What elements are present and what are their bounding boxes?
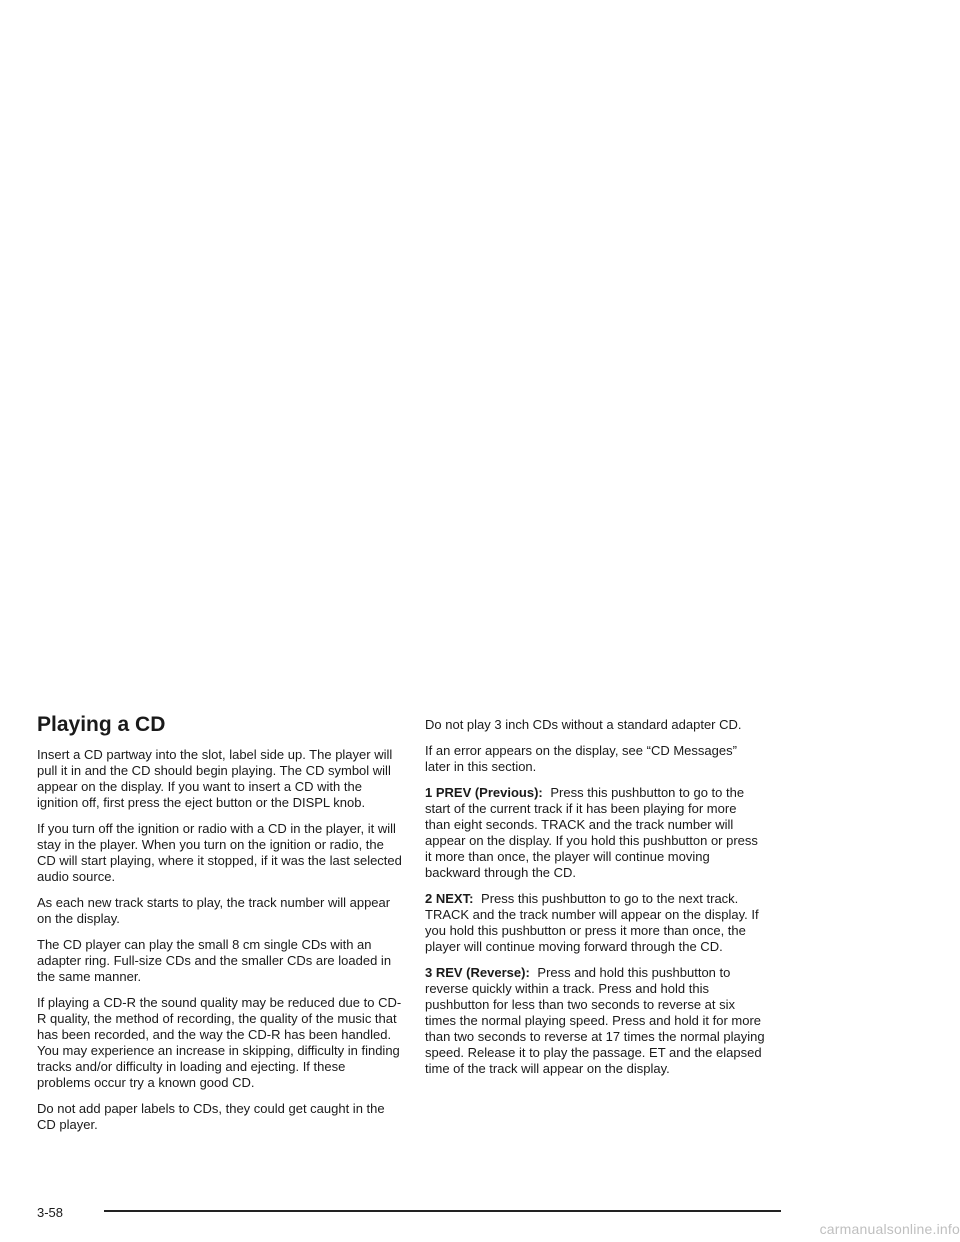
paragraph-track-number: As each new track starts to play, the track number will appear on the display. [37, 895, 391, 926]
paragraph-3inch-cds: Do not play 3 inch CDs without a standard adapter CD. [425, 717, 742, 732]
paragraph-ignition-off: If you turn off the ignition or radio with a CD in the player, it will stay in the player. When you turn on the ignition or radio, the CD will start playing, where it stopped, if it was the last selected audio source. [37, 821, 402, 884]
item-prev-label: 1 PREV (Previous): [425, 785, 543, 800]
item-next-label: 2 NEXT: [425, 891, 474, 906]
paragraph-paper-labels: Do not add paper labels to CDs, they could get caught in the CD player. [37, 1101, 385, 1132]
item-rev [425, 965, 765, 1077]
paragraph-8cm-cds: The CD player can play the small 8 cm single CDs with an adapter ring. Full-size CDs and the smaller CDs are loaded in the same manner. [37, 937, 392, 984]
paragraph-cd-messages: If an error appears on the display, see “CD Messages” later in this section. [425, 743, 737, 774]
paragraph-insert-cd: Insert a CD partway into the slot, label side up. The player will pull it in and the CD should begin playing. The CD symbol will appear on the display. If you want to insert a CD with the ignition off, first press the eject button or the DISPL knob. [37, 747, 393, 810]
right-column [425, 717, 765, 1087]
item-rev-text: Press and hold this pushbutton to reverse quickly within a track. Press and hold this pushbutton for less than two seconds to reverse at six times the normal playing speed. Press and hold it for more than two seconds to reverse at 17 times the normal playing speed. Release it to play the passage. ET and the elapsed time of the track will appear on the display. [425, 965, 765, 1076]
watermark: carmanualsonline.info [819, 1221, 960, 1237]
item-prev-text: Press this pushbutton to go to the start of the current track if it has been playing for more than eight seconds. TRACK and the track number will appear on the display. If you hold this pushbutton or press it more than once, the player will continue moving backward through the CD. [425, 785, 758, 880]
page-number: 3-58 [37, 1205, 64, 1220]
section-title: Playing a CD [37, 713, 166, 736]
paragraph-cd-r-quality: If playing a CD-R the sound quality may be reduced due to CD-R quality, the method of recording, the quality of the music that has been recorded, and the way the CD-R has been handled. You may experience an increase in skipping, difficulty in finding tracks and/or difficulty in loading and ejecting. If these problems occur try a known good CD. [37, 995, 402, 1090]
item-next-text: Press this pushbutton to go to the next track. TRACK and the track number will appear on the display. If you hold this pushbutton or press it more than once, the player will continue moving forward through the CD. [425, 891, 759, 954]
left-column [37, 713, 402, 1143]
item-prev [425, 785, 765, 881]
item-rev-label: 3 REV (Reverse): [425, 965, 530, 980]
item-next [425, 891, 765, 955]
footer-rule [104, 1210, 781, 1212]
